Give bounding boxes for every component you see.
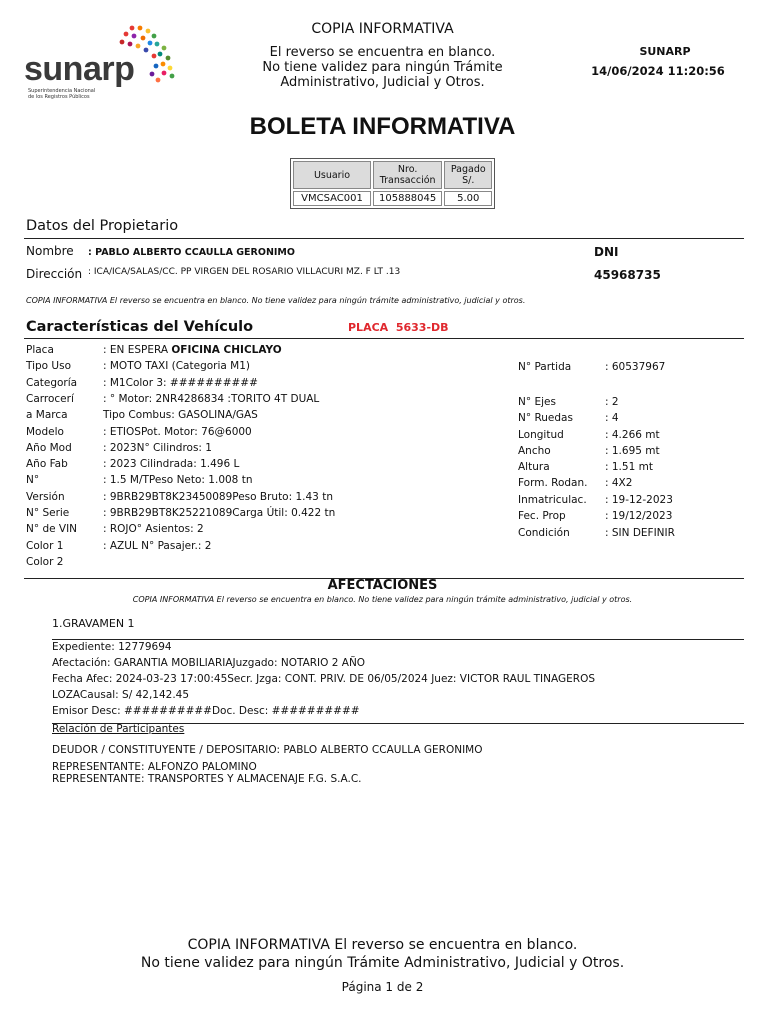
vehicle-field-value: [103, 491, 333, 503]
vehicle-field-label: Carrocerí: [26, 392, 74, 405]
vehicle-field-label: Categoría: [26, 376, 78, 389]
vehicle-field-value: [103, 540, 211, 552]
vehicle-spec-value: : 2: [605, 396, 619, 408]
vehicle-field-label: N°: [26, 474, 40, 487]
tx-header-usuario: Usuario: [293, 161, 371, 189]
vehicle-field-value-text: : MOTO TAXI (Categoria M1): [103, 360, 250, 373]
copy-title: COPIA INFORMATIVA: [311, 21, 454, 37]
tx-usuario: VMCSAC001: [293, 191, 371, 206]
vehicle-field-value-text: : ROJO° Asientos: 2: [103, 523, 204, 536]
vehicle-spec-label: Fec. Prop: [518, 510, 566, 522]
logo-word: sunarp: [24, 50, 135, 88]
vehicle-spec-value: : 1.51 mt: [605, 461, 653, 473]
vehicle-spec-label: Ancho: [518, 445, 551, 457]
afectaciones-title: AFECTACIONES: [327, 578, 438, 593]
participant-line: REPRESENTANTE: ALFONZO PALOMINO: [52, 761, 257, 773]
vehicle-spec-value: : 60537967: [605, 361, 666, 373]
plate-value: 5633-DB: [395, 321, 449, 334]
vehicle-field-label: Placa: [26, 344, 54, 356]
afectacion-line: Emisor Desc: ##########Doc. Desc: ##########: [52, 705, 360, 717]
logo-sub-line-1: Superintendencia Nacional: [28, 88, 96, 94]
vehicle-field-value: [103, 474, 252, 486]
vehicle-field-value-text: : 1.5 M/TPeso Neto: 1.008 tn: [103, 474, 253, 487]
vehicle-spec-label: Condición: [518, 527, 570, 539]
owner-divider: [24, 238, 744, 239]
vehicle-spec-label: Inmatriculac.: [518, 494, 587, 506]
vehicle-field-label: N° de VIN: [26, 523, 78, 536]
tx-header-pagado: Pagado S/.: [444, 161, 492, 189]
vehicle-field-label: Color 2: [26, 555, 64, 568]
footer-line-1: COPIA INFORMATIVA El reverso se encuentra en blanco.: [187, 937, 578, 953]
vehicle-field-label: Color 1: [26, 539, 64, 552]
vehicle-field-value: [103, 442, 212, 454]
dni-value: 45968735: [594, 268, 661, 282]
vehicle-field-value-text: : 9BRB29BT8K25221089Carga Útil: 0.422 tn: [103, 507, 336, 519]
vehicle-field-value: [103, 377, 258, 389]
vehicle-field-value-text: : AZUL N° Pasajer.: 2: [103, 539, 212, 552]
logo-subtitle: [28, 88, 138, 100]
owner-address-label: Dirección: [26, 267, 83, 281]
vehicle-spec-value: : 4: [605, 412, 619, 424]
vehicle-field-value-bold: OFICINA CHICLAYO: [171, 344, 282, 356]
vehicle-spec-label: N° Ejes: [518, 396, 556, 408]
vehicle-spec-label: N° Partida: [518, 361, 572, 373]
vehicle-field-label: Año Mod: [26, 441, 72, 454]
header-org: SUNARP: [639, 45, 691, 58]
afectacion-line: Fecha Afec: 2024-03-23 17:00:45Secr. Jzga: CONT. PRIV. DE 06/05/2024 Juez: VICTOR RAUL TINAGEROS: [52, 673, 596, 685]
vehicle-field-label: Tipo Uso: [26, 360, 72, 373]
vehicle-spec-label: N° Ruedas: [518, 412, 573, 424]
vehicle-field-value: [103, 507, 335, 519]
afectaciones-notice: COPIA INFORMATIVA El reverso se encuentra en blanco. No tiene validez para ningún trámite administrativo, judicial y otros.: [132, 595, 633, 604]
vehicle-field-value: [103, 360, 250, 372]
participant-line: REPRESENTANTE: TRANSPORTES Y ALMACENAJE F.G. S.A.C.: [52, 773, 362, 785]
vehicle-divider: [24, 338, 744, 339]
header-notice-line-3: Administrativo, Judicial y Otros.: [280, 75, 485, 90]
plate-label: PLACA: [348, 321, 389, 334]
vehicle-field-value: [103, 426, 252, 438]
vehicle-field-value: [103, 409, 258, 421]
transaction-table: [290, 158, 495, 209]
vehicle-field-value-text: : ETIOSPot. Motor: 76@6000: [103, 425, 252, 438]
participant-line: DEUDOR / CONSTITUYENTE / DEPOSITARIO: PABLO ALBERTO CCAULLA GERONIMO: [52, 744, 483, 756]
vehicle-field-label: Año Fab: [26, 458, 68, 471]
afectacion-line: Expediente: 12779694: [52, 641, 172, 653]
vehicle-field-value-text: : 2023N° Cilindros: 1: [103, 441, 212, 454]
vehicle-field-value-text: : 9BRB29BT8K23450089Peso Bruto: 1.43 tn: [103, 490, 333, 503]
owner-section-title: Datos del Propietario: [26, 218, 179, 234]
vehicle-spec-label: Longitud: [518, 429, 564, 441]
gravamen-title: 1.GRAVAMEN 1: [52, 617, 135, 630]
header-datetime: 14/06/2024 11:20:56: [591, 64, 725, 78]
vehicle-field-value: [103, 344, 282, 356]
vehicle-field-value-text: : M1Color 3: ##########: [103, 376, 258, 389]
document-title: BOLETA INFORMATIVA: [249, 113, 516, 140]
vehicle-spec-label: Altura: [518, 461, 550, 473]
vehicle-spec-value: : SIN DEFINIR: [605, 527, 675, 539]
header-notice-line-2: No tiene validez para ningún Trámite: [262, 60, 503, 75]
vehicle-section-title: Características del Vehículo: [26, 319, 254, 335]
tx-pagado: 5.00: [444, 191, 492, 206]
vehicle-spec-value: : 19-12-2023: [605, 494, 673, 506]
vehicle-field-value-text: : ° Motor: 2NR4286834 :TORITO 4T DUAL: [103, 392, 320, 405]
footer-notice: [100, 936, 665, 972]
tx-transaccion: 105888045: [373, 191, 442, 206]
vehicle-spec-value: : 19/12/2023: [605, 510, 673, 522]
afectacion-line: Afectación: GARANTIA MOBILIARIAJuzgado: NOTARIO 2 AÑO: [52, 657, 366, 669]
vehicle-field-label: Modelo: [26, 425, 64, 438]
vehicle-spec-value: : 1.695 mt: [605, 445, 660, 457]
vehicle-field-value: [103, 393, 319, 405]
vehicle-field-value-text: : EN ESPERA: [103, 344, 169, 356]
vehicle-field-label: a Marca: [26, 409, 68, 422]
vehicle-field-label: N° Serie: [26, 507, 70, 519]
header-notice-line-1: El reverso se encuentra en blanco.: [269, 45, 496, 60]
afectacion-line: LOZACausal: S/ 42,142.45: [52, 689, 190, 701]
participants-title: Relación de Participantes: [52, 723, 185, 735]
vehicle-field-value-text: : 2023 Cilindrada: 1.496 L: [103, 458, 240, 471]
vehicle-spec-value: : 4X2: [605, 477, 633, 489]
header-notice: [230, 45, 535, 90]
dni-label: DNI: [594, 245, 619, 259]
notice-text: COPIA INFORMATIVA El reverso se encuentra en blanco. No tiene validez para ningún trámite administrativo, judicial y otros.: [26, 296, 526, 305]
vehicle-field-value: [103, 523, 204, 535]
owner-name-label: Nombre: [26, 244, 74, 258]
vehicle-field-value: [103, 458, 239, 470]
gravamen-divider: [52, 639, 744, 640]
footer-line-2: No tiene validez para ningún Trámite Administrativo, Judicial y Otros.: [140, 955, 625, 971]
vehicle-spec-value: : 4.266 mt: [605, 429, 660, 441]
page-number: Página 1 de 2: [341, 980, 424, 994]
logo-sub-line-2: de los Registros Públicos: [28, 94, 90, 100]
owner-address-value: : ICA/ICA/SALAS/CC. PP VIRGEN DEL ROSARIO VILLACURI MZ. F LT .13: [88, 267, 401, 277]
vehicle-spec-label: Form. Rodan.: [518, 477, 588, 489]
tx-header-transaccion: Nro. Transacción: [373, 161, 442, 189]
owner-name-value: : PABLO ALBERTO CCAULLA GERONIMO: [88, 247, 295, 258]
plate-badge: [348, 321, 449, 334]
vehicle-field-value-text: Tipo Combus: GASOLINA/GAS: [103, 409, 258, 422]
vehicle-field-label: Versión: [26, 490, 65, 503]
